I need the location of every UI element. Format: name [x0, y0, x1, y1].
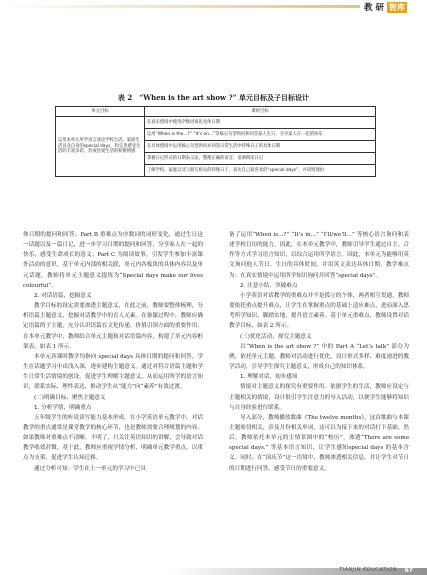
- paragraph: 五年级学生的听说读写能力基本形成。在小学英语单元教学中，对话教学的重点通常是课堂教学的核心环节，也是教师需要合理规划的内容。如果教师对重难点不清晰、不明了，只关注英语知识的讲解，会导致对话教学收效甚微。基于此，教师应重视学情分析，明确单元教学重点，以重点为支架，促进学生认知迁移。: [23, 414, 203, 462]
- paragraph: 备了运用“When is...?” “It’s in...” “I’ll/we’ll...” 等核心语言询问和表述学校日历的能力。因此，在本单元教学中，教师引导学生通过自主、合作等方式学习语言知识，以综合运用所学语言。因此，本单元为能够用英文询问他人节日、生日的具体时间，并用英文表达具体日期。教学难点为：在真实情境中运用所学知识询问并回答“special days”。: [229, 232, 409, 279]
- right-text-column: [229, 230, 409, 474]
- brand-text: 教 研: [364, 3, 384, 13]
- lesson-goal-cell: 在真实情境中使用序数词谈论具体日期: [145, 117, 376, 129]
- table-header-row: [56, 107, 376, 117]
- page-header: [0, 0, 427, 14]
- section-heading: 2. 注意小结，突破难点: [240, 282, 298, 289]
- header-unit-goal: 单元目标: [56, 107, 145, 117]
- header-lesson-goal: 课时目标: [145, 107, 376, 117]
- lesson-goal-cell: 掌握日记形式的日期表示法，整理正确的语音，语调朗读日记: [145, 153, 376, 165]
- paragraph: 体日期的提问和回答；Part B 重难点为序数词的词形变化，通过生日这一话题以及一篇日记，进一步学习日期的提问和回答，分享家人在一起的快乐，感受生命成长的意义；Part C 为阅读故事，引发学生参加丰富课外活动的意识。基于单元内部的相关联，单元内各板块的具体内容以及单元话题，教师将单元主题意义提炼为“Special days make our lives colourful”。: [23, 232, 203, 289]
- goals-table: [55, 106, 376, 177]
- journal-name: TIANJIN EDUCATION: [339, 567, 397, 573]
- page-footer: [0, 565, 427, 575]
- left-text-column: [23, 230, 203, 474]
- lesson-goal-cell: 了解学校，家庭以及与朋友相关的特殊日子，表达自己最喜欢的“special days”，并说明理由: [145, 165, 376, 177]
- paragraph: 本单元各课时教学均指向 special days 具体日期的提问和回答。学生在话题学习中由浅入深，逐步建构主题意义。通过对符合语篇主题和学生日常生活情境的创设，促进学生理解主题意义，从而运用所学的语言知识，联系实际、理性表达，推动学生从“能力”向“素养”有效过渡。: [23, 353, 203, 391]
- header-rule: [0, 5, 360, 8]
- paragraph: 导入部分，教师播放歌曲《The twelve months》，这首歌曲与本课主题密切相关，涉及月份相关单词，这可以为接下来的对话打下基础。然后，教师依托本单元的主情景图中的“校历”，渗透“There are some special days.” 等基本语言知识，让学生感知special days 的基本含义。同时，在“国庆节”这一语境中，教师渗透相关信息，并让学生对节日的日期进行问答，感受节日的重要意义。: [229, 414, 409, 472]
- paragraph: 以“When is the art show ?” 中的 Part A “Let’s talk” 部分为例，依托单元主题，教师对活动进行优化，设计形式多样、难度递进的教学活动，引导学生探究主题意义，形成自己的知识体系。: [229, 343, 409, 371]
- column-brand: [364, 1, 407, 13]
- section-heading: 1. 分析学情，明确重点: [34, 404, 92, 411]
- table-caption: 表 2 “When is the art show ?” 单元目标及子目标设计: [117, 93, 310, 102]
- section-heading: (二)明确目标，聚焦主题意义: [34, 394, 106, 401]
- brand-accent-box: 智库: [389, 2, 405, 12]
- unit-goal-cell: 运用本单元所学语言谈论学校生活，家庭生活以及自身的special days，和完善感受生活的丰富多彩，形成热爱生活的积极情感: [56, 117, 145, 177]
- lesson-goal-cell: 运用“When is the...?” “It’s on...”等核心句型询问和回答某人生日，分享家人在一起的快乐: [145, 129, 376, 141]
- table-row: [56, 117, 376, 129]
- lesson-goal-cell: 在具体情境中运用核心句型询问并回答日常生活中特殊日子的具体日期: [145, 141, 376, 153]
- section-heading: 2. 对话语篇，挖掘意义: [34, 292, 92, 299]
- section-heading: (三)优化活动，探究主题意义: [240, 333, 312, 340]
- paragraph: 教学目标的设定需要渗透主题意义，在此之前，教师要整体梳理，分析语篇主题意义，挖掘对话教学中的育人元素。在备课过程中，教师应确定语篇的子主题，充分认识语篇在文化传递、价值引领方面的重要作用。在本单元教学中，教师结合单元主题和对话语篇内容，构建了单元内容框架表，如表 1 所示。: [23, 303, 203, 350]
- paragraph: 通过分析可知：学生在上一单元的学习中已具: [34, 465, 146, 472]
- section-heading: 1. 理解对话，初步感知: [240, 374, 298, 381]
- page-number: 67: [404, 567, 413, 574]
- paragraph: 小学英语对话教学的重难点并不是孤立的个体，两者相互贯通。教师要依托重点提升难点，让学生在掌握重点的基础上适应难点，进而深入思考所学知识，脚踏实地，提升语言素养。基于单元重难点，教师设置对话教学目标，如表 2 所示。: [229, 292, 409, 330]
- paragraph: 情境对主题意义的探究有重要作用。依据学生的生活，教师应设定与主题相关的情境，设计很引学生注意力的导入活动，以便学生能够将知识与自身经验进行联系。: [229, 384, 409, 411]
